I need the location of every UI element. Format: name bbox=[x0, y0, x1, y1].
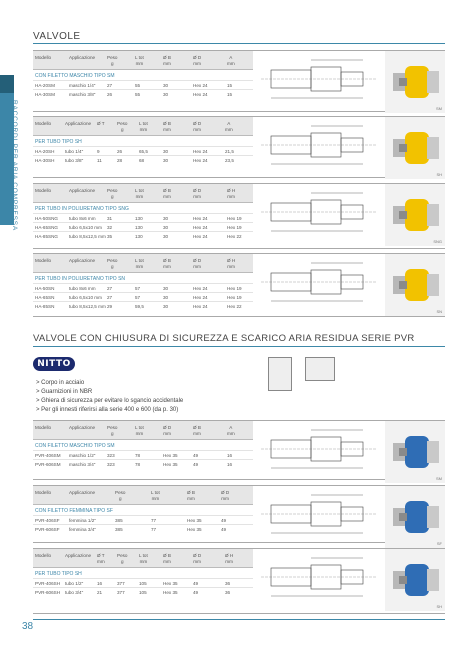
table-row bbox=[33, 450, 253, 459]
table-cell: PVR-606SH bbox=[35, 590, 61, 595]
table-header bbox=[33, 117, 253, 136]
technical-drawing bbox=[257, 54, 387, 104]
table-cell: 65,5 bbox=[139, 149, 148, 154]
valve-icon bbox=[385, 421, 445, 483]
table-row bbox=[33, 155, 253, 164]
table-cell: 49 bbox=[221, 527, 227, 532]
column-header: A mm bbox=[227, 55, 235, 66]
table-cell: Hex 24 bbox=[193, 286, 208, 291]
table-cell: 30 bbox=[163, 149, 169, 154]
table-cell: 323 bbox=[107, 462, 115, 467]
table-cell: 377 bbox=[117, 581, 125, 586]
column-header: Applicazione bbox=[65, 121, 92, 126]
column-header: A mm bbox=[225, 121, 233, 132]
table-row bbox=[33, 524, 253, 533]
table-cell: 26 bbox=[117, 149, 123, 154]
valve-icon bbox=[385, 51, 445, 113]
valve-icon bbox=[385, 549, 445, 611]
column-header: Modello bbox=[35, 490, 52, 495]
table-cell: HA-85SN bbox=[35, 304, 55, 309]
table-cell: HA-30SM bbox=[35, 92, 55, 97]
column-header: Applicazione bbox=[69, 425, 96, 430]
table-cell: tubo 3/8" bbox=[65, 158, 84, 163]
table-cell: Hex 24 bbox=[193, 92, 208, 97]
table-cell: 29 bbox=[107, 304, 113, 309]
table-subheader: PER TUBO IN POLIURETANO TIPO SNG bbox=[35, 206, 129, 212]
table-cell: 27 bbox=[107, 83, 113, 88]
table-cell: 36 bbox=[225, 581, 231, 586]
pressure-badge-icon bbox=[268, 357, 292, 391]
table-subheader: CON FILETTO MASCHIO TIPO SM bbox=[35, 443, 115, 449]
table-cell: tubo 6,5x10 mm bbox=[69, 295, 102, 300]
column-header: Ø B mm bbox=[193, 425, 201, 436]
table-cell: Hex 19 bbox=[227, 286, 242, 291]
product-code-tag: SM bbox=[436, 106, 442, 111]
table-cell: Hex 35 bbox=[163, 590, 178, 595]
spec-table bbox=[33, 184, 253, 240]
table-cell: Hex 35 bbox=[187, 518, 202, 523]
table-cell: 27 bbox=[107, 286, 113, 291]
table-row bbox=[33, 80, 253, 89]
product-block-sn bbox=[33, 253, 445, 317]
table-cell: Hex 24 bbox=[193, 158, 208, 163]
table-cell: 11 bbox=[97, 158, 102, 163]
product-code-tag: SN bbox=[436, 309, 442, 314]
spec-table bbox=[33, 117, 253, 164]
table-cell: 30 bbox=[163, 216, 169, 221]
product-code-tag: SNG bbox=[433, 239, 442, 244]
column-header: Applicazione bbox=[69, 188, 96, 193]
section-rule bbox=[33, 346, 445, 347]
column-header: Ø D mm bbox=[193, 188, 202, 199]
table-header bbox=[33, 421, 253, 440]
table-cell: PVR-406SM bbox=[35, 453, 61, 458]
table-cell: 31 bbox=[107, 216, 113, 221]
table-cell: 21 bbox=[97, 590, 103, 595]
nitto-logo: NITTO bbox=[33, 357, 75, 371]
table-cell: 30 bbox=[163, 304, 169, 309]
table-cell: Hex 24 bbox=[193, 295, 208, 300]
table-cell: tubo 8,5x12,5 mm bbox=[69, 234, 106, 239]
column-header: Peso g bbox=[107, 258, 118, 269]
table-cell: Hex 19 bbox=[227, 225, 242, 230]
column-header: L tot mm bbox=[135, 55, 144, 66]
spec-table bbox=[33, 254, 253, 310]
column-header: Ø B mm bbox=[163, 55, 171, 66]
column-header: Ø T mm bbox=[97, 553, 105, 564]
table-cell: 59,5 bbox=[135, 304, 144, 309]
table-cell: PVR-406SF bbox=[35, 518, 60, 523]
table-cell: 105 bbox=[139, 581, 147, 586]
table-cell: 49 bbox=[193, 453, 199, 458]
section-title: VALVOLE CON CHIUSURA DI SICUREZZA E SCARICO ARIA RESIDUA SERIE PVR bbox=[33, 333, 415, 344]
column-header: L tot mm bbox=[135, 188, 144, 199]
table-cell: maschio 1/4" bbox=[69, 83, 96, 88]
technical-drawing bbox=[257, 187, 387, 237]
column-header: Ø B mm bbox=[163, 258, 171, 269]
column-header: Ø D mm bbox=[163, 425, 172, 436]
table-cell: 16 bbox=[97, 581, 103, 586]
product-code-tag: SF bbox=[436, 541, 442, 546]
table-row bbox=[33, 222, 253, 231]
table-cell: 30 bbox=[163, 158, 169, 163]
column-header: Modello bbox=[35, 188, 52, 193]
table-cell: 105 bbox=[139, 590, 147, 595]
table-cell: tubo 3/4" bbox=[65, 590, 84, 595]
table-cell: 35 bbox=[107, 234, 113, 239]
product-code-tag: SM bbox=[436, 476, 442, 481]
column-header: L tot mm bbox=[135, 258, 144, 269]
table-row bbox=[33, 292, 253, 301]
table-cell: tubo 1/4" bbox=[65, 149, 84, 154]
product-block-sng bbox=[33, 183, 445, 249]
table-cell: 78 bbox=[135, 453, 141, 458]
table-cell: Hex 35 bbox=[163, 453, 178, 458]
table-subheader: PER TUBO IN POLIURETANO TIPO SN bbox=[35, 276, 126, 282]
table-header bbox=[33, 51, 253, 70]
column-header: Peso g bbox=[107, 425, 118, 436]
table-cell: PVR-406SH bbox=[35, 581, 61, 586]
table-subheader: PER TUBO TIPO SH bbox=[35, 571, 82, 577]
table-row bbox=[33, 459, 253, 468]
column-header: L tot mm bbox=[139, 121, 148, 132]
table-cell: 130 bbox=[135, 234, 143, 239]
page-number: 38 bbox=[22, 621, 34, 632]
technical-drawing bbox=[257, 424, 387, 474]
valve-icon bbox=[385, 117, 445, 179]
column-header: Peso g bbox=[115, 490, 126, 501]
table-cell: 55 bbox=[135, 83, 141, 88]
table-cell: Hex 24 bbox=[193, 83, 208, 88]
column-header: Ø D mm bbox=[193, 55, 202, 66]
product-block-sm bbox=[33, 50, 445, 112]
table-cell: 16 bbox=[227, 453, 233, 458]
column-header: Applicazione bbox=[69, 55, 96, 60]
table-cell: 23,5 bbox=[225, 158, 234, 163]
table-cell: Hex 35 bbox=[163, 581, 178, 586]
sidebar-tab bbox=[0, 75, 14, 93]
column-header: Modello bbox=[35, 553, 52, 558]
product-photo bbox=[385, 421, 445, 483]
column-header: Modello bbox=[35, 55, 52, 60]
table-cell: HA-65SN bbox=[35, 295, 55, 300]
table-cell: PVR-606SM bbox=[35, 462, 61, 467]
product-block-pvr-sf bbox=[33, 485, 445, 546]
table-cell: Hex 19 bbox=[227, 295, 242, 300]
table-cell: Hex 24 bbox=[193, 304, 208, 309]
table-cell: PVR-606SF bbox=[35, 527, 60, 532]
table-cell: Hex 22 bbox=[227, 234, 242, 239]
table-header bbox=[33, 486, 253, 505]
table-cell: maschio 3/4" bbox=[69, 462, 96, 467]
column-header: L tot mm bbox=[139, 553, 148, 564]
table-header bbox=[33, 184, 253, 203]
column-header: Ø B mm bbox=[163, 553, 171, 564]
column-header: Ø D mm bbox=[221, 490, 230, 501]
column-header: Ø D mm bbox=[193, 553, 202, 564]
table-cell: 21,5 bbox=[225, 149, 234, 154]
product-photo bbox=[385, 117, 445, 179]
table-row bbox=[33, 515, 253, 524]
table-cell: 30 bbox=[163, 286, 169, 291]
table-cell: Hex 24 bbox=[193, 234, 208, 239]
product-photo bbox=[385, 486, 445, 548]
table-cell: 385 bbox=[115, 527, 123, 532]
product-block-sh bbox=[33, 116, 445, 178]
sidebar-label: RACCORDI PER ARIA COMPRESSA bbox=[11, 100, 18, 232]
spec-table bbox=[33, 51, 253, 98]
table-row bbox=[33, 283, 253, 292]
table-cell: 36 bbox=[225, 590, 231, 595]
product-photo bbox=[385, 51, 445, 113]
table-cell: Hex 19 bbox=[227, 216, 242, 221]
table-cell: HA-65SNG bbox=[35, 225, 58, 230]
page-title: VALVOLE bbox=[33, 31, 81, 42]
technical-drawing bbox=[257, 552, 387, 602]
bullet-4: > Per gli innesti riferirsi alla serie 400 e 600 (da p. 30) bbox=[36, 407, 179, 413]
column-header: Peso g bbox=[107, 188, 118, 199]
table-cell: HA-20SH bbox=[35, 149, 55, 154]
table-cell: 77 bbox=[151, 518, 157, 523]
table-cell: Hex 24 bbox=[193, 225, 208, 230]
table-cell: Hex 24 bbox=[193, 216, 208, 221]
table-row bbox=[33, 213, 253, 222]
table-cell: 49 bbox=[193, 590, 199, 595]
table-cell: HA-50SN bbox=[35, 286, 55, 291]
header-rule bbox=[33, 43, 445, 44]
table-cell: 323 bbox=[107, 453, 115, 458]
table-cell: 30 bbox=[163, 295, 169, 300]
table-subheader: CON FILETTO MASCHIO TIPO SM bbox=[35, 73, 115, 79]
table-cell: Hex 35 bbox=[163, 462, 178, 467]
table-row bbox=[33, 89, 253, 98]
table-cell: 130 bbox=[135, 216, 143, 221]
table-cell: tubo 6,5x10 mm bbox=[69, 225, 102, 230]
column-header: Ø B mm bbox=[187, 490, 195, 501]
column-header: Modello bbox=[35, 121, 52, 126]
table-cell: 27 bbox=[107, 295, 113, 300]
table-cell: 16 bbox=[227, 462, 233, 467]
table-cell: Hex 35 bbox=[187, 527, 202, 532]
table-header bbox=[33, 254, 253, 273]
table-cell: 30 bbox=[163, 92, 169, 97]
table-cell: 9 bbox=[97, 149, 100, 154]
column-header: Ø H mm bbox=[227, 188, 236, 199]
table-cell: 68 bbox=[139, 158, 145, 163]
column-header: Ø T bbox=[97, 121, 105, 126]
product-block-pvr-sh bbox=[33, 548, 445, 614]
table-header bbox=[33, 549, 253, 568]
table-cell: 32 bbox=[107, 225, 113, 230]
product-code-tag: SH bbox=[436, 172, 442, 177]
bullet-1: > Corpo in acciaio bbox=[36, 380, 85, 386]
bullet-3: > Ghiera di sicurezza per evitare lo sgancio accidentale bbox=[36, 398, 184, 404]
table-cell: 49 bbox=[221, 518, 227, 523]
column-header: Applicazione bbox=[65, 553, 92, 558]
table-cell: tubo 1/2" bbox=[65, 581, 84, 586]
table-cell: tubo 8,5x12,5 mm bbox=[69, 304, 106, 309]
table-cell: maschio 3/8" bbox=[69, 92, 96, 97]
table-subheader: CON FILETTO FEMMINA TIPO SF bbox=[35, 508, 113, 514]
footer-rule bbox=[33, 619, 445, 620]
table-row bbox=[33, 231, 253, 240]
table-row bbox=[33, 301, 253, 310]
valve-icon bbox=[385, 254, 445, 316]
technical-drawing bbox=[257, 257, 387, 307]
column-header: Applicazione bbox=[69, 490, 96, 495]
table-cell: tubo 8x6 mm bbox=[69, 216, 96, 221]
column-header: Ø B mm bbox=[163, 188, 171, 199]
column-header: Ø D mm bbox=[193, 121, 202, 132]
table-cell: 78 bbox=[135, 462, 141, 467]
table-cell: femmina 1/2" bbox=[69, 518, 96, 523]
table-cell: 15 bbox=[227, 92, 233, 97]
table-subheader: PER TUBO TIPO SH bbox=[35, 139, 82, 145]
table-row bbox=[33, 587, 253, 596]
table-cell: femmina 3/4" bbox=[69, 527, 96, 532]
table-cell: tubo 8x6 mm bbox=[69, 286, 96, 291]
table-cell: 49 bbox=[193, 462, 199, 467]
column-header: Ø D mm bbox=[193, 258, 202, 269]
table-cell: 77 bbox=[151, 527, 157, 532]
table-cell: 57 bbox=[135, 286, 141, 291]
table-cell: 385 bbox=[115, 518, 123, 523]
table-cell: 28 bbox=[117, 158, 123, 163]
column-header: Peso g bbox=[117, 553, 128, 564]
product-photo bbox=[385, 549, 445, 611]
table-cell: maschio 1/2" bbox=[69, 453, 96, 458]
table-cell: HA-85SNG bbox=[35, 234, 58, 239]
column-header: Peso g bbox=[117, 121, 128, 132]
table-cell: 55 bbox=[135, 92, 141, 97]
column-header: Modello bbox=[35, 258, 52, 263]
bullet-2: > Guarnizioni in NBR bbox=[36, 389, 93, 395]
table-cell: 49 bbox=[193, 581, 199, 586]
table-cell: 15 bbox=[227, 83, 233, 88]
table-cell: 26 bbox=[107, 92, 113, 97]
spec-table bbox=[33, 421, 253, 468]
table-cell: HA-50SNG bbox=[35, 216, 58, 221]
column-header: Ø B mm bbox=[163, 121, 171, 132]
technical-drawing bbox=[257, 489, 387, 539]
column-header: Ø H mm bbox=[225, 553, 234, 564]
column-header: A mm bbox=[227, 425, 235, 436]
column-header: Modello bbox=[35, 425, 52, 430]
column-header: Ø H mm bbox=[227, 258, 236, 269]
valve-icon bbox=[385, 486, 445, 548]
table-cell: Hex 24 bbox=[193, 149, 208, 154]
valve-icon bbox=[385, 184, 445, 246]
column-header: Applicazione bbox=[69, 258, 96, 263]
spec-table bbox=[33, 549, 253, 596]
table-cell: 30 bbox=[163, 83, 169, 88]
column-header: L tot mm bbox=[151, 490, 160, 501]
table-cell: 130 bbox=[135, 225, 143, 230]
product-block-pvr-sm bbox=[33, 420, 445, 480]
table-cell: 30 bbox=[163, 234, 169, 239]
spec-table bbox=[33, 486, 253, 533]
safety-badge-icon bbox=[305, 357, 335, 381]
table-cell: 30 bbox=[163, 225, 169, 230]
product-code-tag: SH bbox=[436, 604, 442, 609]
column-header: Peso g bbox=[107, 55, 118, 66]
product-photo bbox=[385, 254, 445, 316]
table-cell: HA-30SH bbox=[35, 158, 55, 163]
table-row bbox=[33, 146, 253, 155]
table-cell: Hex 22 bbox=[227, 304, 242, 309]
table-cell: HA-20SM bbox=[35, 83, 55, 88]
technical-drawing bbox=[257, 120, 387, 170]
product-photo bbox=[385, 184, 445, 246]
table-cell: 377 bbox=[117, 590, 125, 595]
table-row bbox=[33, 578, 253, 587]
column-header: L tot mm bbox=[135, 425, 144, 436]
table-cell: 57 bbox=[135, 295, 141, 300]
